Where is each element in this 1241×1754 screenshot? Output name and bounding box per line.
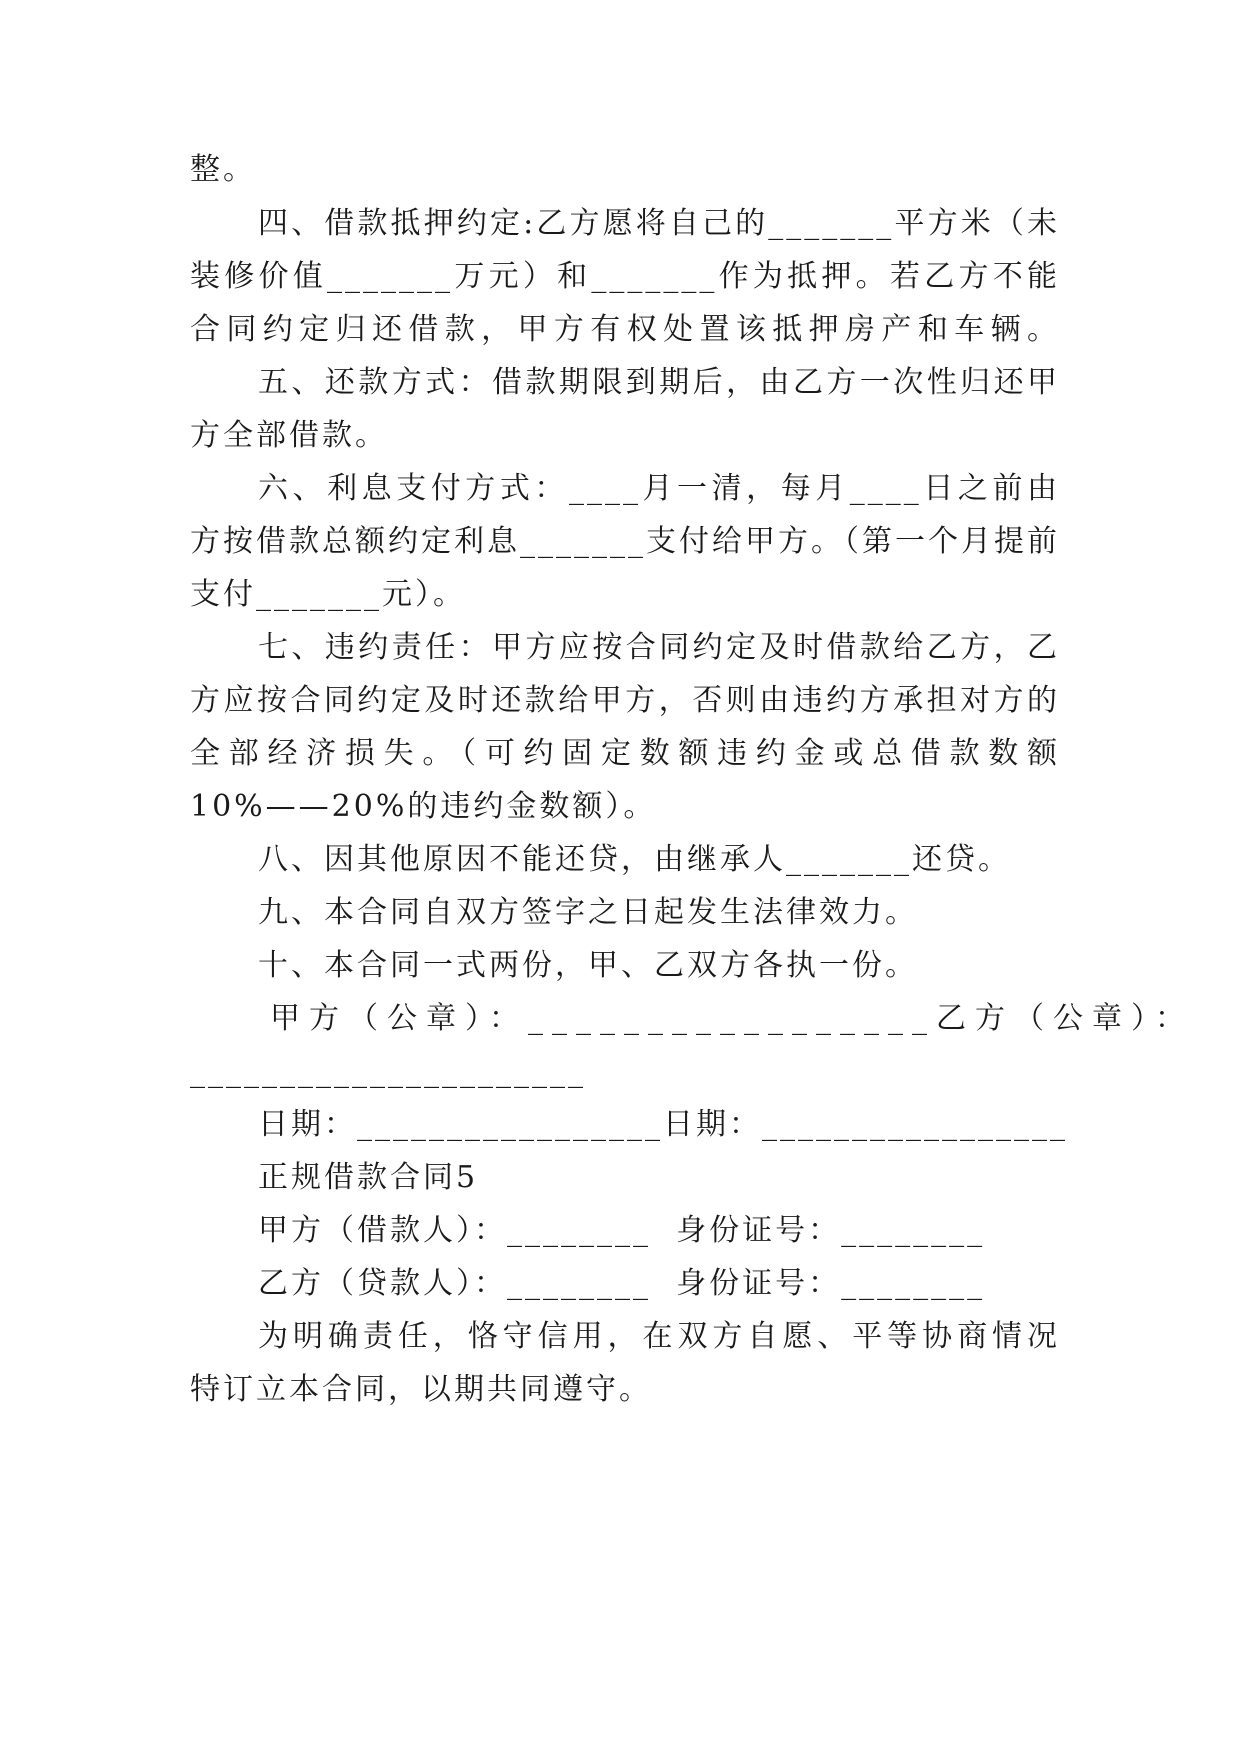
clause-7-line-2: 方应按合同约定及时还款给甲方，否则由违约方承担对方的 [190, 683, 1060, 718]
clause-7-line-1: 七、违约责任：甲方应按合同约定及时借款给乙方，乙 [258, 630, 1060, 665]
text-line-1: 整。 [190, 152, 256, 187]
borrower-line: 甲方（借款人）：________ 身份证号：________ [258, 1213, 986, 1248]
clause-6-line-1: 六、利息支付方式：____月一清，每月____日之前由 [258, 471, 1060, 506]
signature-seal-line: 甲方（公章）：_________________乙方（公章）： [270, 1001, 1194, 1036]
clause-7-line-4: 10%——20%的违约金数额）。 [190, 789, 657, 824]
preamble-line-1: 为明确责任，恪守信用，在双方自愿、平等协商情况 [258, 1319, 1060, 1354]
clause-4-line-3: 合同约定归还借款，甲方有权处置该抵押房产和车辆。 [190, 312, 1060, 347]
clause-4-line-2: 装修价值_______万元）和_______作为抵押。若乙方不能 [190, 259, 1060, 294]
clause-9: 九、本合同自双方签字之日起发生法律效力。 [258, 895, 918, 930]
signature-blank-line: ______________________ [190, 1054, 586, 1089]
contract-title: 正规借款合同5 [258, 1160, 479, 1195]
clause-10: 十、本合同一式两份，甲、乙双方各执一份。 [258, 948, 918, 983]
clause-6-line-2: 方按借款总额约定利息_______支付给甲方。（第一个月提前 [190, 524, 1060, 559]
clause-5-line-2: 方全部借款。 [190, 418, 388, 453]
preamble-line-2: 特订立本合同，以期共同遵守。 [190, 1372, 652, 1407]
clause-6-line-3: 支付_______元）。 [190, 577, 466, 612]
clause-7-line-3: 全部经济损失。（可约固定数额违约金或总借款数额 [190, 736, 1060, 771]
clause-8: 八、因其他原因不能还贷，由继承人_______还贷。 [258, 842, 1011, 877]
clause-5-line-1: 五、还款方式：借款期限到期后，由乙方一次性归还甲 [258, 365, 1060, 400]
date-line: 日期：_________________日期：_________________ [258, 1107, 1068, 1142]
clause-4-line-1: 四、借款抵押约定:乙方愿将自己的_______平方米（未 [258, 206, 1060, 241]
lender-line: 乙方（贷款人）：________ 身份证号：________ [258, 1266, 986, 1301]
